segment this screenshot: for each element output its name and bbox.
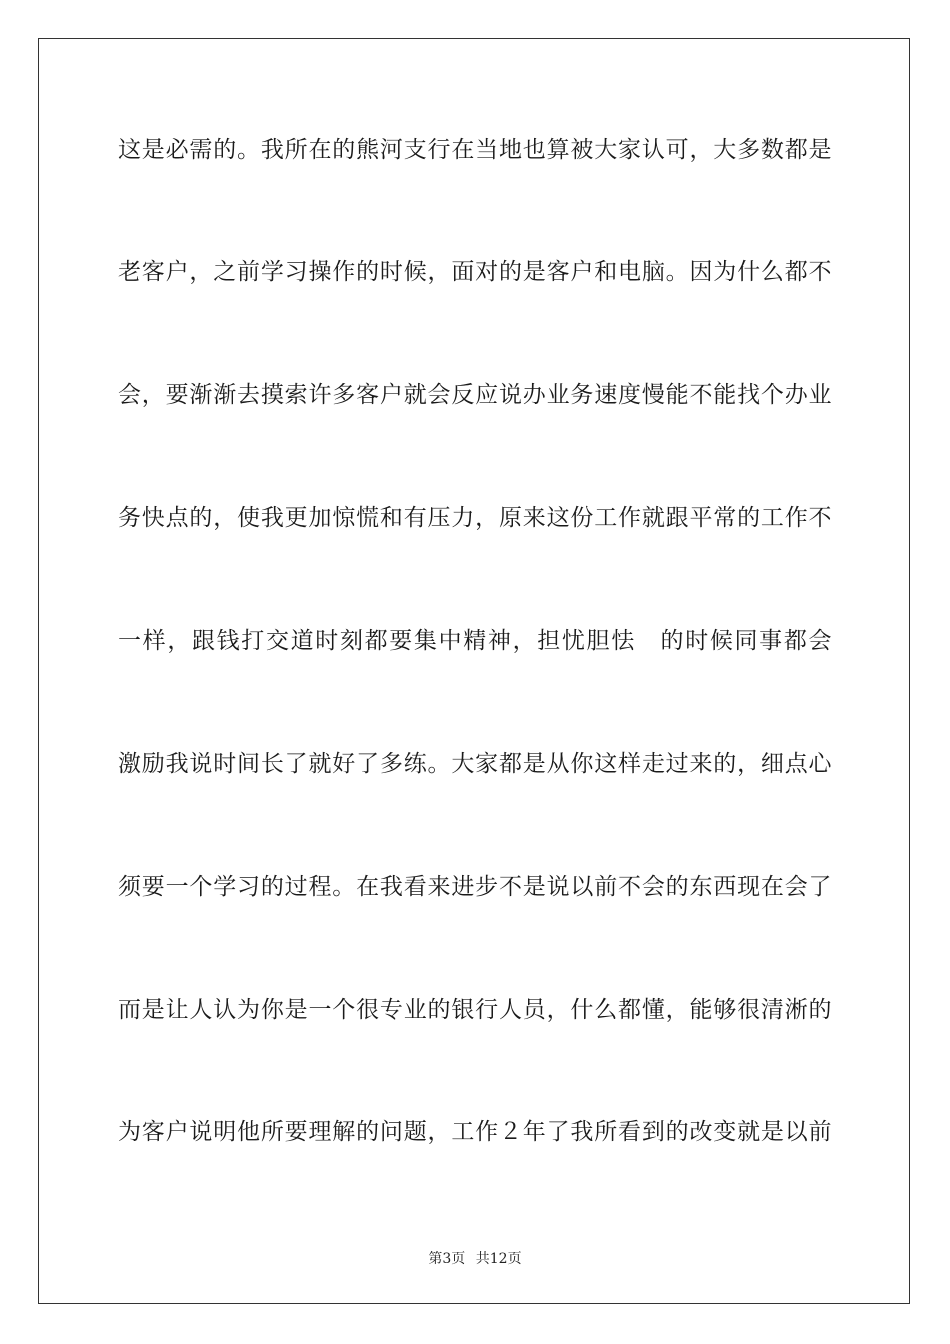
text-line-1: 这是必需的。我所在的熊河支行在当地也算被大家认可，大多数都是: [118, 137, 832, 163]
text-line-8: 而是让人认为你是一个很专业的银行人员，什么都懂，能够很清淅的: [118, 997, 832, 1023]
text-line-2: 老客户，之前学习操作的时候，面对的是客户和电脑。因为什么都不: [118, 259, 832, 285]
total-pages: 共12页: [475, 1251, 522, 1267]
page-footer: [0, 1248, 950, 1268]
text-line-5: 一样，跟钱打交道时刻都要集中精神，担忧胆怯 的时候同事都会: [118, 628, 832, 654]
text-line-9: 为客户说明他所要理解的问题，工作２年了我所看到的改变就是以前: [118, 1119, 832, 1145]
text-line-7: 须要一个学习的过程。在我看来进步不是说以前不会的东西现在会了: [118, 874, 832, 900]
text-line-3: 会，要渐渐去摸索许多客户就会反应说办业务速度慢能不能找个办业: [118, 382, 832, 408]
page-number: 第3页: [428, 1251, 466, 1267]
text-line-6: 激励我说时间长了就好了多练。大家都是从你这样走过来的，细点心: [118, 751, 832, 777]
text-line-4: 务快点的，使我更加惊慌和有压力，原来这份工作就跟平常的工作不: [118, 505, 832, 531]
